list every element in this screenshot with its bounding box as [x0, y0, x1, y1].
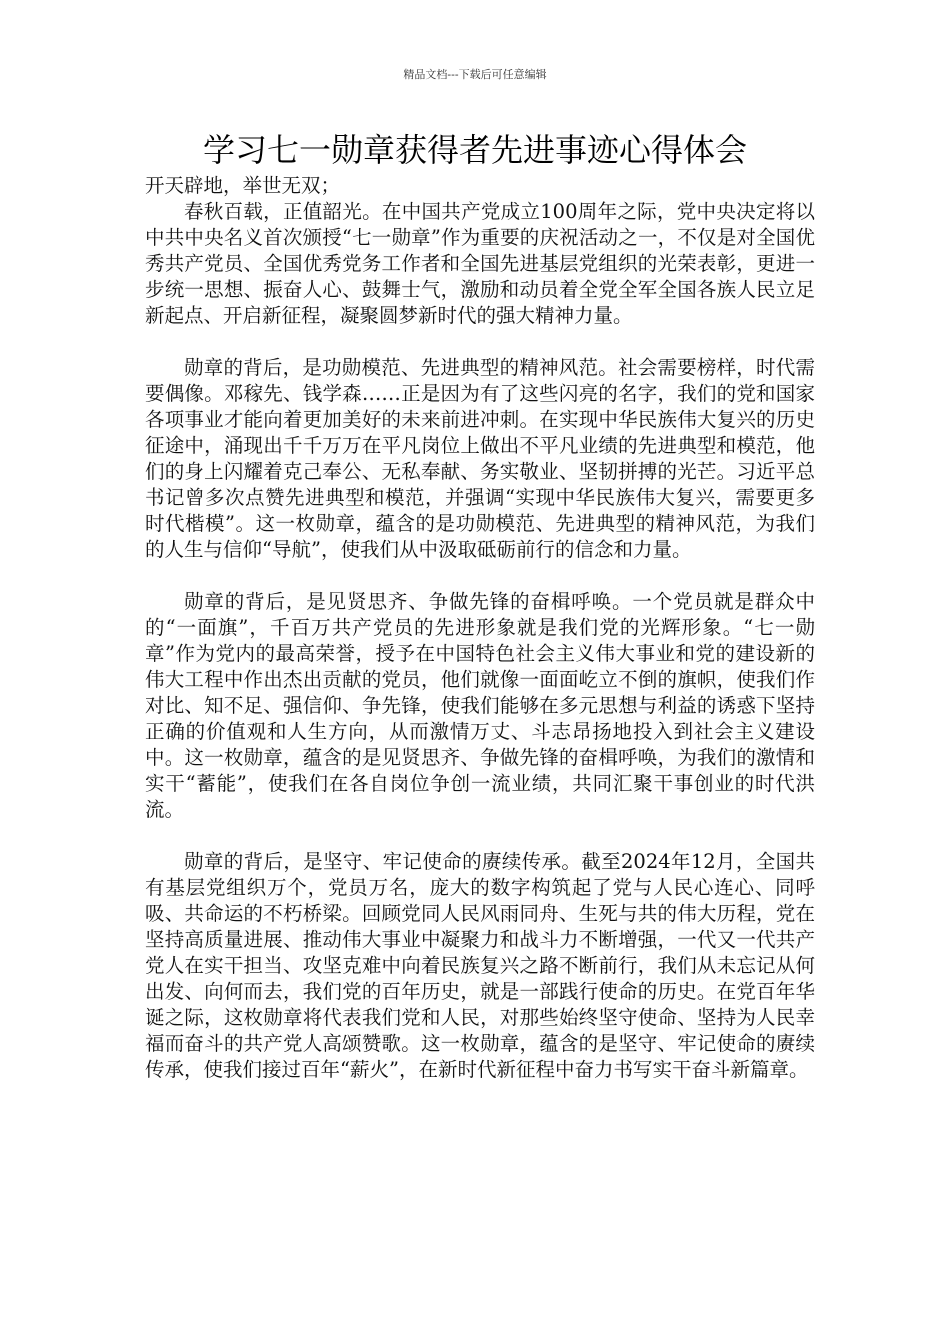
document-body — [145, 173, 815, 1083]
paragraph-1: 春秋百载，正值韶光。在中国共产党成立100周年之际，党中央决定将以中共中央名义首次颁授“七一勋章”作为重要的庆祝活动之一，不仅是对全国优秀共产党员、全国优秀党务工作者和全国先进基层党组织的光荣表彰，更进一步统一思想、振奋人心、鼓舞士气，激励和动员着全党全军全国各族人民立足新起点、开启新征程，凝聚圆梦新时代的强大精神力量。 — [145, 200, 815, 327]
paragraph-4: 勋章的背后，是坚守、牢记使命的赓续传承。截至2024年12月，全国共有基层党组织万个，党员万名，庞大的数字构筑起了党与人民心连心、同呼吸、共命运的不朽桥梁。回顾党同人民风雨同舟、生死与共的伟大历程，党在坚持高质量进展、推动伟大事业中凝聚力和战斗力不断增强，一代又一代共产党人在实干担当、攻坚克难中向着民族复兴之路不断前行，我们从未忘记从何出发、向何而去，我们党的百年历史，就是一部践行使命的历史。在党百年华诞之际，这枚勋章将代表我们党和人民，对那些始终坚守使命、坚持为人民幸福而奋斗的共产党人高颂赞歌。这一枚勋章，蕴含的是坚守、牢记使命的赓续传承，使我们接过百年“薪火”，在新时代新征程中奋力书写实干奋斗新篇章。 — [145, 850, 815, 1081]
page-header: 精品文档---下载后可任意编辑 — [403, 68, 547, 81]
document-title: 学习七一勋章获得者先进事迹心得体会 — [202, 131, 747, 169]
paragraph-3: 勋章的背后，是见贤思齐、争做先锋的奋楫呼唤。一个党员就是群众中的“一面旗”，千百万共产党员的先进形象就是我们党的光辉形象。“七一勋章”作为党内的最高荣誉，授予在中国特色社会主义伟大事业和党的建设新的伟大工程中作出杰出贡献的党员，他们就像一面面屹立不倒的旗帜，使我们作对比、知不足、强信仰、争先锋，使我们能够在多元思想与利益的诱惑下坚持正确的价值观和人生方向，从而激情万丈、斗志昂扬地投入到社会主义建设中。这一枚勋章，蕴含的是见贤思齐、争做先锋的奋楫呼唤，为我们的激情和实干“蓄能”，使我们在各自岗位争创一流业绩，共同汇聚干事创业的时代洪流。 — [145, 590, 815, 821]
paragraph-2: 勋章的背后，是功勋模范、先进典型的精神风范。社会需要榜样，时代需要偶像。邓稼先、钱学森……正是因为有了这些闪亮的名字，我们的党和国家各项事业才能向着更加美好的未来前进冲刺。在实现中华民族伟大复兴的历史征途中，涌现出千千万万在平凡岗位上做出不平凡业绩的先进典型和模范，他们的身上闪耀着克己奉公、无私奉献、务实敬业、坚韧拼搏的光芒。习近平总书记曾多次点赞先进典型和模范，并强调“实现中华民族伟大复兴，需要更多时代楷模”。这一枚勋章，蕴含的是功勋模范、先进典型的精神风范，为我们的人生与信仰“导航”，使我们从中汲取砥砺前行的信念和力量。 — [145, 356, 815, 561]
intro-line: 开天辟地，举世无双； — [145, 174, 341, 197]
